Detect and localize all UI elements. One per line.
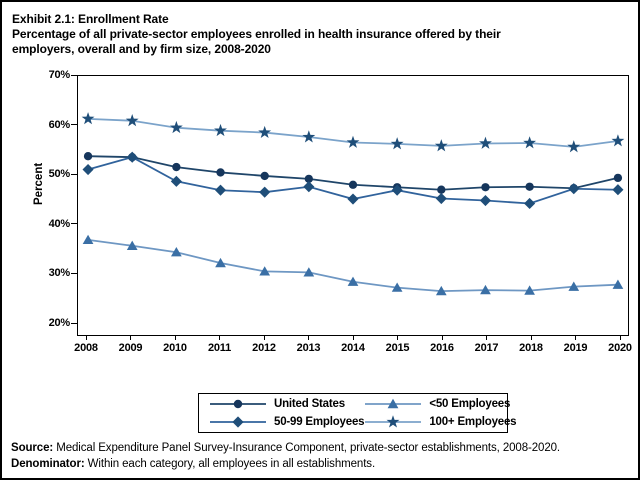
series-50-99-employees <box>82 152 623 209</box>
x-tick-label: 2020 <box>608 342 632 354</box>
x-tick-label: 2018 <box>519 342 543 354</box>
data-point-circle <box>261 172 269 180</box>
chart-title-line3: employers, overall and by firm size, 2008-2020 <box>12 42 271 56</box>
x-tick-label: 2008 <box>74 342 98 354</box>
series--50-employees <box>83 235 624 296</box>
data-point-circle <box>614 174 622 182</box>
data-point-star <box>612 134 625 146</box>
x-tick-label: 2011 <box>207 342 232 354</box>
series-united-states <box>84 152 622 194</box>
data-point-star <box>435 139 448 151</box>
data-point-diamond <box>436 193 447 204</box>
data-point-star <box>479 137 492 149</box>
data-point-circle <box>234 400 242 408</box>
legend-column-1 <box>209 396 364 430</box>
x-tick-label: 2013 <box>296 342 321 354</box>
x-tick-label: 2010 <box>163 342 187 354</box>
legend-item-50-99-employees <box>209 414 364 430</box>
data-point-diamond <box>232 416 243 427</box>
y-tick-label: 40% <box>48 217 70 230</box>
data-point-diamond <box>259 187 270 198</box>
legend-swatch <box>364 396 422 412</box>
line-chart-svg <box>78 76 626 333</box>
data-point-diamond <box>347 193 358 204</box>
data-point-diamond <box>524 198 535 209</box>
legend-item--50-employees <box>364 396 516 412</box>
denominator-note <box>11 456 635 472</box>
source-text: Medical Expenditure Panel Survey-Insurance Component, private-sector establishments, 2008-2020. <box>53 442 561 454</box>
x-tick-label: 2012 <box>252 342 276 354</box>
legend-swatch <box>209 414 267 430</box>
x-tick-label: 2017 <box>474 342 499 354</box>
legend-column-2 <box>364 396 516 430</box>
legend-swatch <box>364 414 422 430</box>
denominator-text: Within each category, all employees in all establishments. <box>84 458 376 470</box>
series-100-employees <box>82 112 625 152</box>
legend-item-united-states <box>209 396 364 412</box>
data-point-circle <box>437 186 445 194</box>
data-point-star <box>82 112 95 124</box>
x-tick-label: 2015 <box>385 342 410 354</box>
chart-title <box>12 12 632 57</box>
data-point-star <box>126 114 139 126</box>
x-tick-label: 2019 <box>563 342 588 354</box>
data-point-star <box>567 140 580 152</box>
x-tick-label: 2014 <box>341 342 365 354</box>
data-point-diamond <box>480 195 491 206</box>
chart-title-line2: Percentage of all private-sector employees enrolled in health insurance offered by their <box>12 27 501 41</box>
y-tick-label: 70% <box>48 69 70 81</box>
y-tick-label: 30% <box>48 267 70 280</box>
source-label: Source: <box>11 442 54 454</box>
footnotes <box>11 440 635 472</box>
data-point-star <box>391 137 404 149</box>
y-tick-label: 50% <box>48 168 70 181</box>
data-point-diamond <box>82 164 93 175</box>
data-point-star <box>347 136 360 148</box>
legend-item-100-employees <box>364 414 516 430</box>
data-point-star <box>170 121 183 133</box>
data-point-triangle <box>83 235 94 244</box>
data-point-circle <box>349 181 357 189</box>
data-point-circle <box>481 183 489 191</box>
data-point-star <box>258 126 271 138</box>
data-point-diamond <box>127 152 138 163</box>
y-axis-title: Percent <box>33 162 46 205</box>
data-point-diamond <box>612 184 623 195</box>
data-point-diamond <box>171 176 182 187</box>
plot-area <box>77 75 629 336</box>
legend-label: 50-99 Employees <box>274 416 365 428</box>
data-point-star <box>523 136 536 148</box>
x-tick-label: 2016 <box>430 342 454 354</box>
data-point-diamond <box>215 185 226 196</box>
data-point-diamond <box>568 183 579 194</box>
y-tick-label: 20% <box>48 317 70 329</box>
data-point-circle <box>84 152 92 160</box>
data-point-diamond <box>303 181 314 192</box>
legend-label: <50 Employees <box>429 398 511 410</box>
denominator-label: Denominator: <box>11 458 85 470</box>
data-point-star <box>387 415 400 427</box>
chart-title-line1: Exhibit 2.1: Enrollment Rate <box>12 12 169 26</box>
legend-swatch <box>209 396 267 412</box>
legend-label: 100+ Employees <box>429 416 517 428</box>
x-tick-label: 2009 <box>118 342 143 354</box>
source-note <box>11 440 635 456</box>
data-point-star <box>214 124 227 136</box>
legend <box>198 393 517 433</box>
legend-label: United States <box>274 398 345 410</box>
data-point-circle <box>172 163 180 171</box>
data-point-circle <box>216 168 224 176</box>
data-point-circle <box>525 183 533 191</box>
y-tick-label: 60% <box>48 118 70 131</box>
data-point-star <box>302 130 315 142</box>
